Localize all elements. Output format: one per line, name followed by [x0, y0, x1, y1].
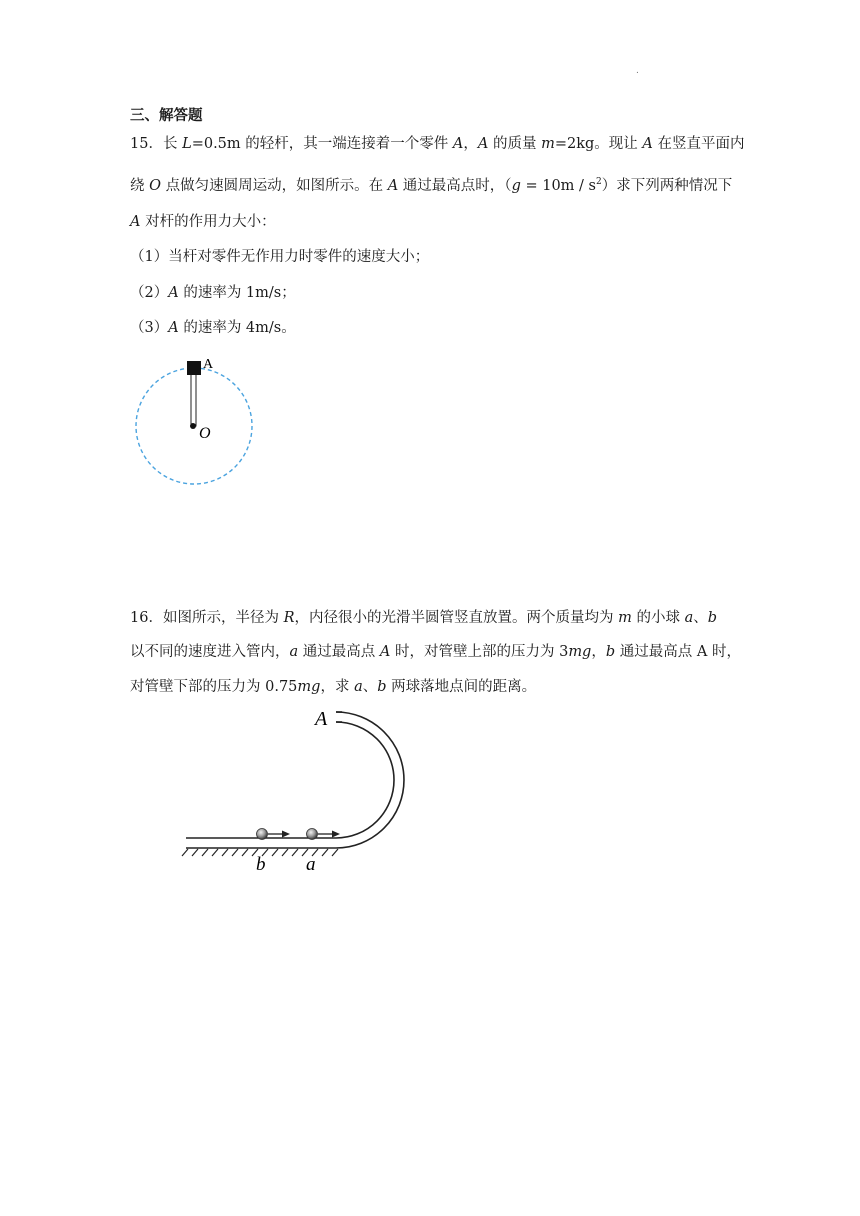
q15-text: ）求下列两种情况下: [601, 177, 733, 194]
q16-line-3: [130, 677, 536, 697]
q16-label-a-point: A: [315, 708, 328, 730]
q15-text: 点做匀速圆周运动，如图所示。在: [161, 177, 388, 194]
q16-text: 时，对管壁上部的压力为 3: [390, 644, 569, 660]
q16-var-m: m: [618, 610, 632, 626]
q16-line-2: [130, 642, 741, 662]
q15-var-m: m: [541, 136, 555, 152]
q15-figure: [128, 352, 268, 492]
q15-text: 对杆的作用力大小：: [140, 214, 276, 230]
q15-text: 的速率为 4m/s。: [178, 320, 296, 336]
q16-label-ball-b: b: [256, 854, 266, 875]
q15-var-a: A: [387, 177, 399, 194]
q16-text: 对管壁下部的压力为 0.75: [130, 679, 298, 695]
q16-ball-b: [257, 829, 268, 840]
q15-text: 绕: [130, 177, 150, 194]
q16-text: ，: [591, 644, 606, 660]
q15-label-o: O: [199, 425, 211, 442]
q16-line-1: [130, 608, 717, 628]
q16-ball-a: [307, 829, 318, 840]
q15-text: （2）: [130, 285, 169, 301]
q15-var-a: A: [130, 214, 141, 230]
q15-line-1: [130, 134, 744, 154]
q15-var-o: O: [149, 177, 161, 194]
q16-arrow-b-head: [282, 831, 290, 838]
q16-var-b: b: [377, 679, 387, 695]
q16-var-mg: mg: [297, 679, 321, 695]
q16-text: 通过最高点: [298, 644, 380, 660]
q15-pivot-o: [190, 423, 196, 429]
q15-var-a: A: [168, 285, 179, 301]
q16-text: 通过最高点 A 时，: [615, 644, 741, 660]
q16-var-a: a: [289, 644, 299, 660]
q16-text: 16．如图所示，半径为: [130, 610, 284, 626]
q15-var-a: A: [477, 136, 489, 152]
q16-var-mg: mg: [568, 644, 592, 660]
q16-text: ，求: [320, 679, 355, 695]
q15-var-a: A: [168, 320, 179, 336]
q15-text: ，: [463, 136, 478, 152]
q16-tube-inner-wall: [186, 722, 394, 838]
q16-text: 、: [693, 610, 708, 626]
q15-exponent: 2: [595, 177, 602, 187]
q16-figure: [180, 700, 420, 880]
q16-text: 两球落地点间的距离。: [386, 679, 537, 695]
q16-var-b: b: [605, 644, 616, 660]
corner-mark: .: [636, 66, 639, 76]
q15-rod: [191, 374, 196, 426]
q15-var-l: L: [182, 136, 192, 152]
q16-text: 、: [362, 679, 378, 695]
q15-text: =2kg。现让: [554, 136, 643, 152]
q15-var-a: A: [452, 136, 464, 152]
q16-text: ，内径很小的光滑半圆管竖直放置。两个质量均为: [294, 610, 619, 626]
q15-unit: = 10m / s: [520, 177, 596, 194]
q15-text: 的质量: [488, 136, 542, 152]
q16-arrow-a-head: [332, 831, 340, 838]
q15-var-a: A: [642, 136, 653, 152]
q15-line-3: [130, 212, 276, 232]
q16-var-a: a: [354, 679, 363, 695]
q16-label-ball-a: a: [306, 854, 316, 875]
q15-var-g: g: [511, 177, 521, 194]
q16-var-r: R: [283, 610, 295, 626]
q15-text: 在竖直平面内: [652, 136, 745, 152]
q15-sub-1: （1）当杆对零件无作用力时零件的速度大小；: [130, 249, 430, 265]
q15-text: =0.5m 的轻杆，其一端连接着一个零件: [191, 136, 453, 152]
q15-sub-2: [130, 283, 296, 303]
q15-sub-3: [130, 318, 296, 338]
q15-part-a: [187, 361, 201, 375]
q16-tube-outer-wall: [186, 712, 404, 848]
q16-var-a-point: A: [379, 644, 391, 660]
section-heading: 三、解答题: [130, 108, 203, 124]
q16-var-a: a: [684, 610, 694, 626]
q16-text: 的小球: [631, 610, 685, 626]
q16-var-b: b: [707, 610, 718, 626]
q15-text: 15．长: [130, 136, 183, 152]
q15-line-2: [130, 172, 732, 196]
q15-label-a: A: [203, 357, 214, 372]
q16-text: 以不同的速度进入管内，: [130, 644, 290, 660]
q15-text: 的速率为 1m/s；: [178, 285, 296, 301]
q15-text: （3）: [130, 320, 169, 336]
q15-text: 通过最高点时，（: [398, 177, 512, 194]
